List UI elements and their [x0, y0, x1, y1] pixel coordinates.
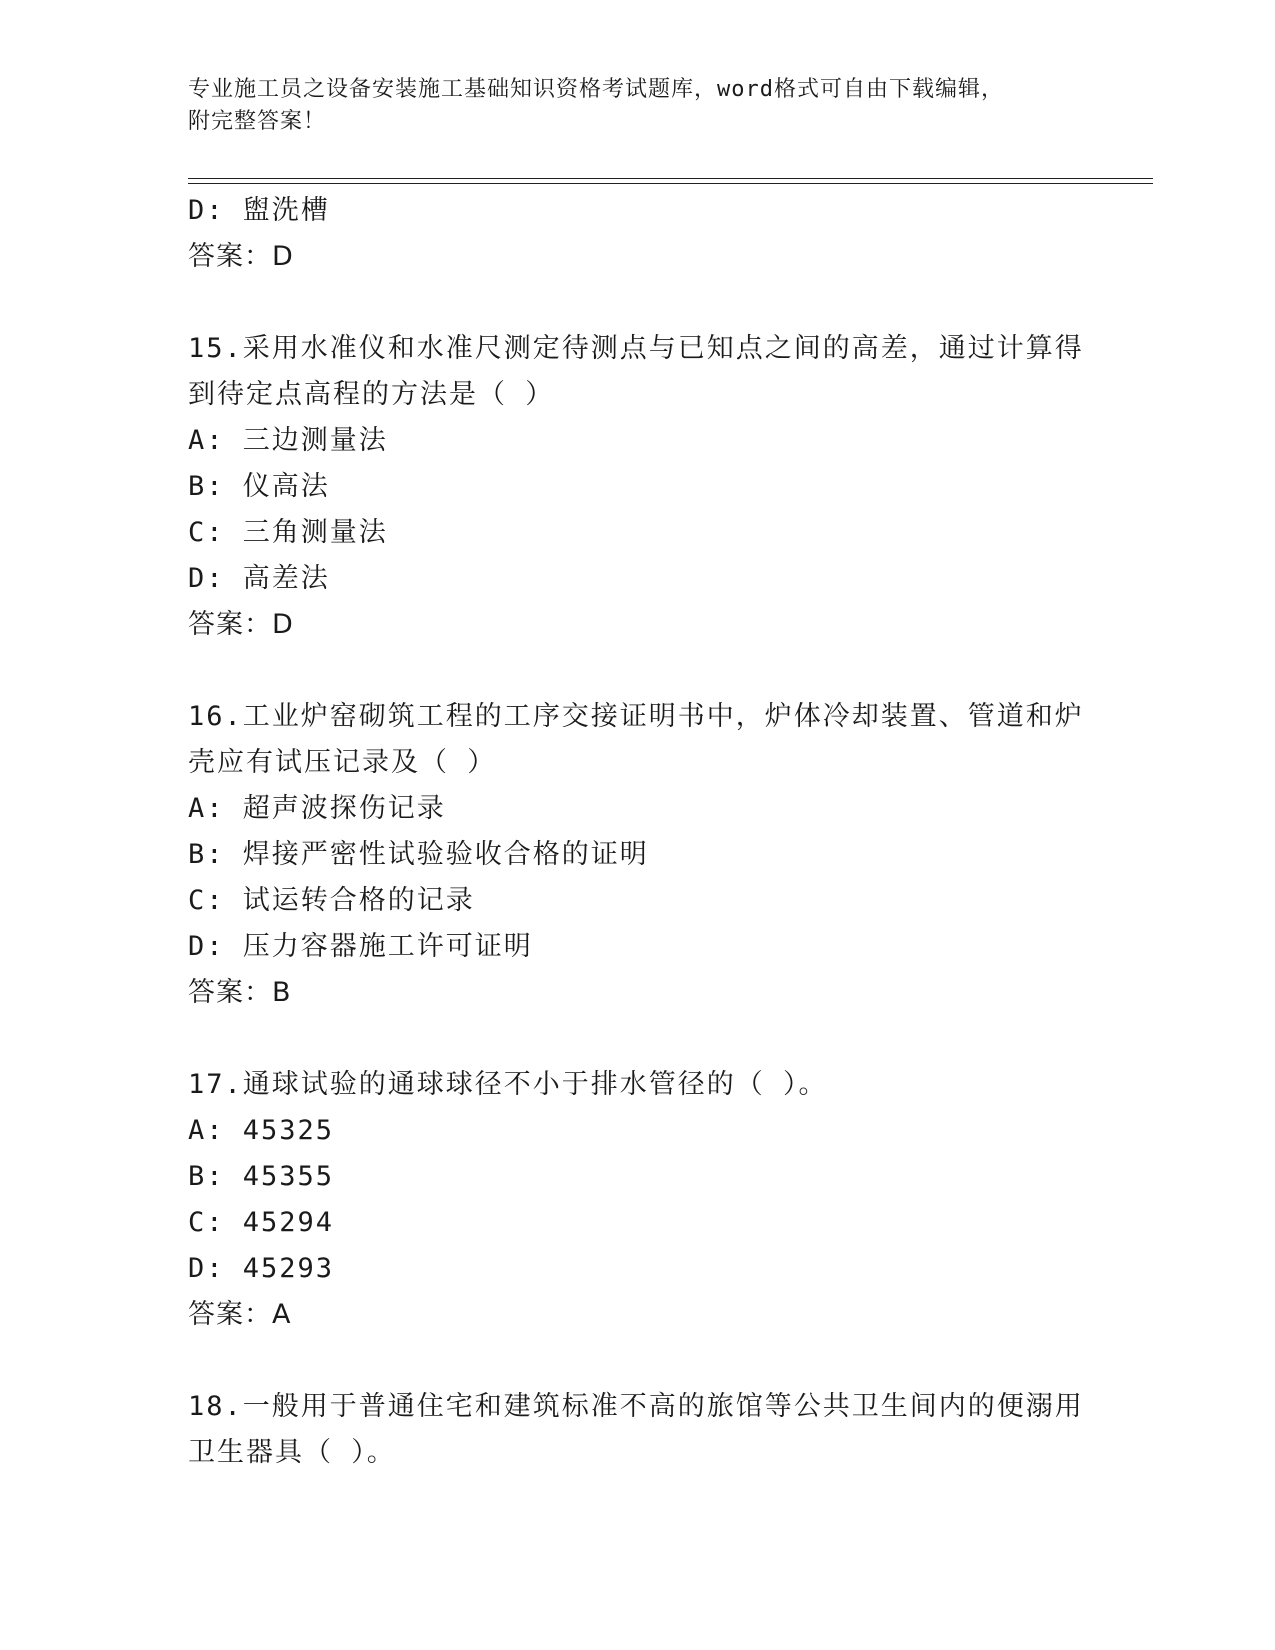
question-stem-continued: 卫生器具（ ）。	[188, 1437, 396, 1468]
question-block-18	[188, 1384, 1088, 1476]
question-stem: 15.采用水准仪和水准尺测定待测点与已知点之间的高差，通过计算得	[188, 333, 1084, 364]
option-d: D: 盥洗槽	[188, 195, 330, 226]
option-d: D: 高差法	[188, 563, 330, 594]
header-divider-bottom	[188, 183, 1153, 184]
answer-line: 答案：A	[188, 1299, 292, 1330]
question-block-16	[188, 694, 1088, 1016]
spacer	[188, 1338, 1088, 1384]
option-b: B: 45355	[188, 1161, 335, 1192]
option-c: C: 三角测量法	[188, 517, 388, 548]
document-header	[188, 74, 1088, 138]
question-block-17	[188, 1062, 1088, 1338]
header-divider-top	[188, 178, 1153, 179]
header-line-2: 附完整答案！	[188, 109, 327, 134]
option-c: C: 45294	[188, 1207, 335, 1238]
question-stem: 18.一般用于普通住宅和建筑标准不高的旅馆等公共卫生间内的便溺用	[188, 1391, 1084, 1422]
question-list	[188, 188, 1088, 1476]
question-stem-continued: 到待定点高程的方法是（ ）	[188, 379, 555, 410]
option-c: C: 试运转合格的记录	[188, 885, 475, 916]
option-b: B: 仪高法	[188, 471, 330, 502]
spacer	[188, 1016, 1088, 1062]
question-block-prev	[188, 188, 1088, 280]
question-stem: 17.通球试验的通球球径不小于排水管径的（ ）。	[188, 1069, 828, 1100]
answer-line: 答案：B	[188, 977, 292, 1008]
answer-line: 答案：D	[188, 609, 294, 640]
question-block-15	[188, 326, 1088, 648]
option-b: B: 焊接严密性试验验收合格的证明	[188, 839, 649, 870]
spacer	[188, 280, 1088, 326]
option-a: A: 45325	[188, 1115, 335, 1146]
header-line-1: 专业施工员之设备安装施工基础知识资格考试题库，word格式可自由下载编辑，	[188, 77, 1004, 102]
option-a: A: 超声波探伤记录	[188, 793, 446, 824]
option-a: A: 三边测量法	[188, 425, 388, 456]
option-d: D: 压力容器施工许可证明	[188, 931, 533, 962]
question-stem-continued: 壳应有试压记录及（ ）	[188, 747, 497, 778]
option-d: D: 45293	[188, 1253, 335, 1284]
spacer	[188, 648, 1088, 694]
answer-line: 答案：D	[188, 241, 294, 272]
question-stem: 16.工业炉窑砌筑工程的工序交接证明书中，炉体冷却装置、管道和炉	[188, 701, 1084, 732]
